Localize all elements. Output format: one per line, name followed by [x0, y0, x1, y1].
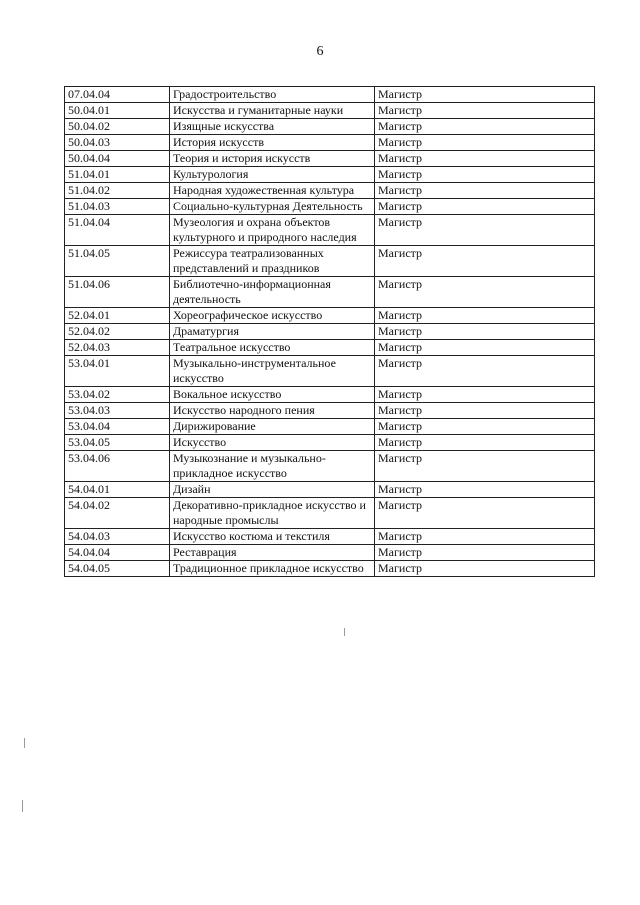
cell-level: Магистр [375, 199, 595, 215]
table-row [65, 529, 595, 545]
table-row [65, 356, 595, 387]
cell-code: 50.04.04 [65, 151, 170, 167]
cell-name: Изящные искусства [170, 119, 375, 135]
cell-code: 50.04.03 [65, 135, 170, 151]
table-row [65, 151, 595, 167]
cell-code: 53.04.05 [65, 435, 170, 451]
cell-name: Вокальное искусство [170, 387, 375, 403]
table-row [65, 324, 595, 340]
cell-name: Библиотечно-информационная деятельность [170, 277, 375, 308]
cell-code: 51.04.04 [65, 215, 170, 246]
cell-code: 53.04.01 [65, 356, 170, 387]
table-row [65, 435, 595, 451]
scan-speck [22, 800, 23, 812]
cell-level: Магистр [375, 246, 595, 277]
cell-name: Социально-культурная Деятельность [170, 199, 375, 215]
cell-level: Магистр [375, 308, 595, 324]
cell-name: Декоративно-прикладное искусство и народные промыслы [170, 498, 375, 529]
cell-name: Реставрация [170, 545, 375, 561]
cell-code: 52.04.02 [65, 324, 170, 340]
cell-name: Хореографическое искусство [170, 308, 375, 324]
table-row [65, 183, 595, 199]
cell-code: 53.04.06 [65, 451, 170, 482]
table-row [65, 387, 595, 403]
cell-level: Магистр [375, 103, 595, 119]
cell-code: 53.04.04 [65, 419, 170, 435]
cell-code: 53.04.02 [65, 387, 170, 403]
cell-level: Магистр [375, 529, 595, 545]
table-row [65, 135, 595, 151]
cell-level: Магистр [375, 340, 595, 356]
table-row [65, 119, 595, 135]
cell-name: Искусство костюма и текстиля [170, 529, 375, 545]
cell-level: Магистр [375, 419, 595, 435]
cell-code: 54.04.05 [65, 561, 170, 577]
cell-level: Магистр [375, 545, 595, 561]
cell-level: Магистр [375, 277, 595, 308]
cell-name: Музыкально-инструментальное искусство [170, 356, 375, 387]
cell-code: 50.04.01 [65, 103, 170, 119]
cell-level: Магистр [375, 324, 595, 340]
cell-level: Магистр [375, 119, 595, 135]
cell-level: Магистр [375, 451, 595, 482]
cell-name: Культурология [170, 167, 375, 183]
table-row [65, 308, 595, 324]
cell-name: Народная художественная культура [170, 183, 375, 199]
cell-level: Магистр [375, 135, 595, 151]
cell-code: 07.04.04 [65, 87, 170, 103]
cell-name: Дизайн [170, 482, 375, 498]
cell-name: Музыкознание и музыкально-прикладное искусство [170, 451, 375, 482]
cell-code: 52.04.01 [65, 308, 170, 324]
table-row [65, 498, 595, 529]
cell-name: Дирижирование [170, 419, 375, 435]
cell-level: Магистр [375, 151, 595, 167]
cell-name: Музеология и охрана объектов культурного и природного наследия [170, 215, 375, 246]
cell-name: Градостроительство [170, 87, 375, 103]
table-row [65, 215, 595, 246]
cell-level: Магистр [375, 87, 595, 103]
cell-level: Магистр [375, 403, 595, 419]
table-row [65, 199, 595, 215]
cell-name: История искусств [170, 135, 375, 151]
cell-name: Театральное искусство [170, 340, 375, 356]
cell-code: 54.04.01 [65, 482, 170, 498]
cell-name: Режиссура театрализованных представлений и праздников [170, 246, 375, 277]
cell-level: Магистр [375, 498, 595, 529]
specialties-table [64, 86, 595, 577]
cell-level: Магистр [375, 183, 595, 199]
table-row [65, 246, 595, 277]
table-row [65, 403, 595, 419]
cell-level: Магистр [375, 387, 595, 403]
cell-code: 51.04.05 [65, 246, 170, 277]
cell-level: Магистр [375, 482, 595, 498]
scan-speck [24, 738, 25, 748]
cell-name: Теория и история искусств [170, 151, 375, 167]
cell-name: Искусство народного пения [170, 403, 375, 419]
cell-code: 54.04.03 [65, 529, 170, 545]
cell-level: Магистр [375, 356, 595, 387]
cell-name: Искусства и гуманитарные науки [170, 103, 375, 119]
table-row [65, 167, 595, 183]
table-row [65, 340, 595, 356]
table-row [65, 277, 595, 308]
page-number: 6 [316, 44, 324, 59]
cell-code: 54.04.04 [65, 545, 170, 561]
table-row [65, 419, 595, 435]
table-body [65, 87, 595, 577]
cell-code: 51.04.06 [65, 277, 170, 308]
cell-level: Магистр [375, 435, 595, 451]
table-row [65, 482, 595, 498]
table-row [65, 87, 595, 103]
table-row [65, 545, 595, 561]
cell-code: 50.04.02 [65, 119, 170, 135]
cell-code: 51.04.02 [65, 183, 170, 199]
cell-code: 51.04.03 [65, 199, 170, 215]
cell-code: 53.04.03 [65, 403, 170, 419]
cell-level: Магистр [375, 215, 595, 246]
cell-code: 52.04.03 [65, 340, 170, 356]
cell-name: Традиционное прикладное искусство [170, 561, 375, 577]
scan-speck [344, 628, 345, 636]
table-row [65, 561, 595, 577]
cell-code: 51.04.01 [65, 167, 170, 183]
cell-name: Драматургия [170, 324, 375, 340]
cell-level: Магистр [375, 167, 595, 183]
cell-code: 54.04.02 [65, 498, 170, 529]
cell-name: Искусство [170, 435, 375, 451]
table-row [65, 103, 595, 119]
table-row [65, 451, 595, 482]
cell-level: Магистр [375, 561, 595, 577]
